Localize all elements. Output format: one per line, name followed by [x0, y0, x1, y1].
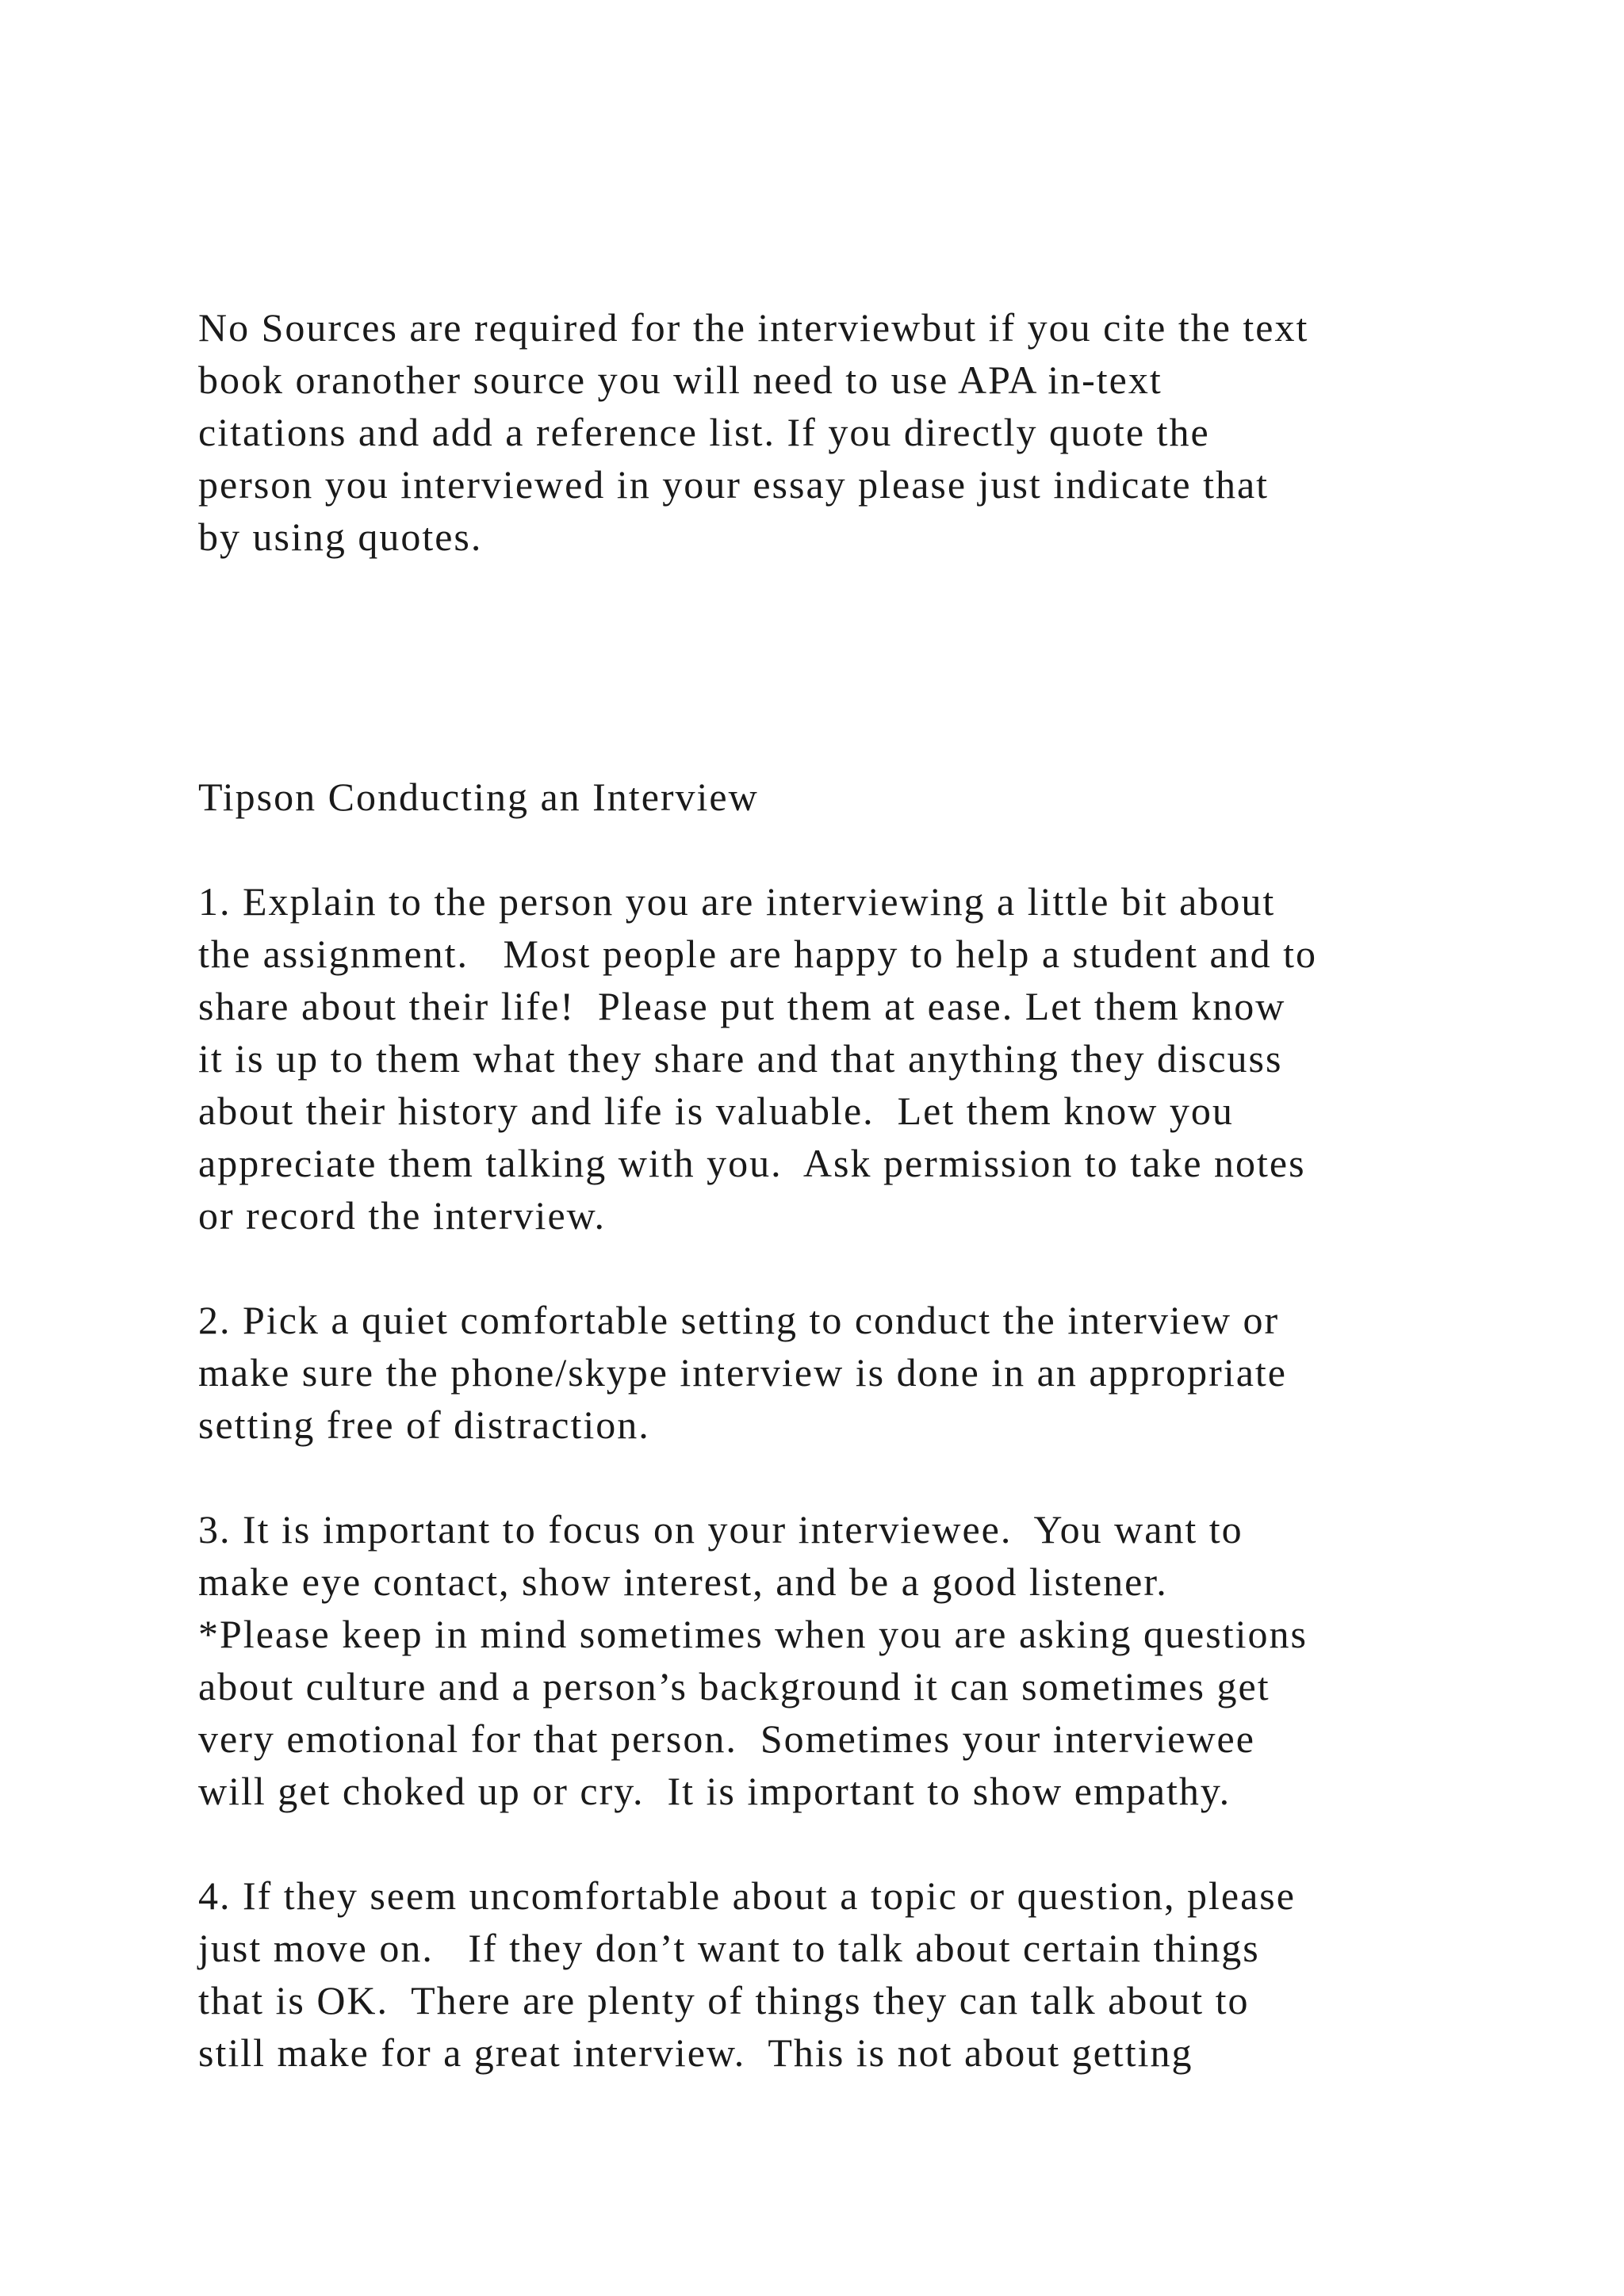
intro-line-2: book oranother source you will need to use APA in-text	[198, 358, 1162, 402]
tip2-line-1: 2. Pick a quiet comfortable setting to conduct the interview or	[198, 1298, 1280, 1342]
tip1-line-6: appreciate them talking with you. Ask permission to take notes	[198, 1141, 1306, 1185]
intro-line-3: citations and add a reference list. If you directly quote the	[198, 410, 1210, 454]
tip4-line-4: still make for a great interview. This is not about getting	[198, 2030, 1193, 2075]
tip2-line-3: setting free of distraction.	[198, 1402, 650, 1447]
tip1-line-4: it is up to them what they share and that anything they discuss	[198, 1036, 1283, 1081]
tip1-line-3: share about their life! Please put them at ease. Let them know	[198, 984, 1286, 1028]
tip3-line-1: 3. It is important to focus on your interviewee. You want to	[198, 1507, 1243, 1552]
tip1-line-7: or record the interview.	[198, 1193, 606, 1238]
intro-line-5: by using quotes.	[198, 515, 483, 559]
intro-line-4: person you interviewed in your essay please just indicate that	[198, 462, 1270, 507]
tip2-line-2: make sure the phone/skype interview is done in an appropriate	[198, 1350, 1288, 1395]
tip1-line-1: 1. Explain to the person you are interviewing a little bit about	[198, 879, 1276, 924]
tip3-line-3: *Please keep in mind sometimes when you are asking questions	[198, 1612, 1308, 1656]
tip1-line-2: the assignment. Most people are happy to help a student and to	[198, 932, 1318, 976]
tip4-line-1: 4. If they seem uncomfortable about a topic or question, please	[198, 1873, 1296, 1918]
tip4-line-2: just move on. If they don’t want to talk about certain things	[198, 1926, 1260, 1970]
tip1-line-5: about their history and life is valuable. Let them know you	[198, 1089, 1234, 1133]
intro-line-1: No Sources are required for the interviewbut if you cite the text	[198, 305, 1309, 350]
tip3-line-2: make eye contact, show interest, and be a good listener.	[198, 1559, 1168, 1604]
tip3-line-4: about culture and a person’s background it can sometimes get	[198, 1664, 1270, 1709]
tip3-line-6: will get choked up or cry. It is important to show empathy.	[198, 1769, 1231, 1813]
section-heading: Tipson Conducting an Interview	[198, 775, 759, 819]
tip4-line-3: that is OK. There are plenty of things they can talk about to	[198, 1978, 1250, 2022]
tip3-line-5: very emotional for that person. Sometimes your interviewee	[198, 1716, 1255, 1761]
